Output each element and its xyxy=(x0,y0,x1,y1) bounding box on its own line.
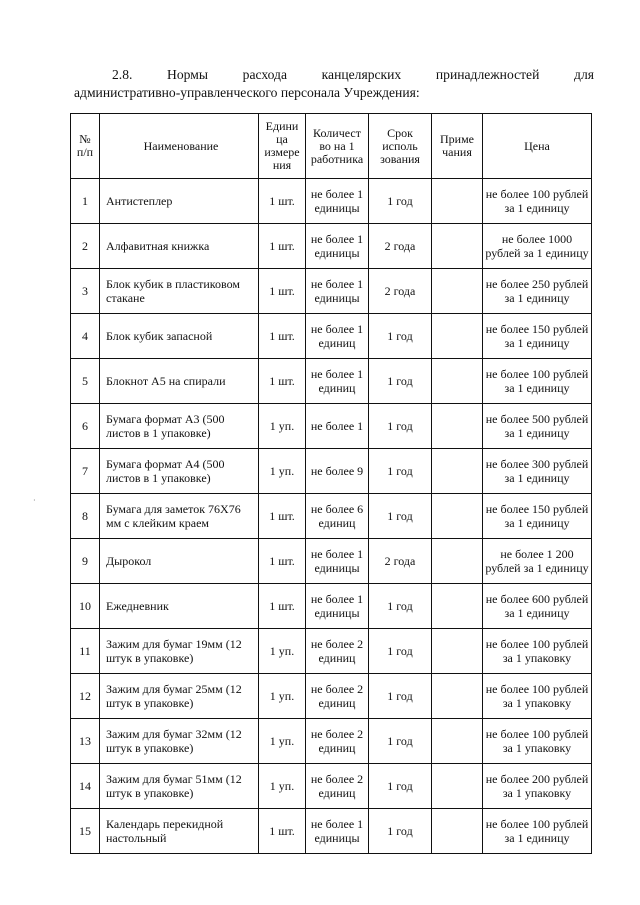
cell-qty: не более 2 единиц xyxy=(306,719,369,764)
header-name: Наименование xyxy=(100,114,259,179)
table-row xyxy=(71,449,592,494)
cell-unit: 1 шт. xyxy=(259,539,306,584)
cell-qty: не более 2 единиц xyxy=(306,764,369,809)
cell-qty: не более 2 единиц xyxy=(306,629,369,674)
cell-num: 6 xyxy=(71,404,100,449)
table-row xyxy=(71,584,592,629)
section-heading xyxy=(74,66,594,102)
cell-price: не более 300 рублей за 1 единицу xyxy=(483,449,592,494)
cell-qty: не более 9 xyxy=(306,449,369,494)
cell-term: 1 год xyxy=(369,494,432,539)
cell-num: 12 xyxy=(71,674,100,719)
cell-term: 1 год xyxy=(369,629,432,674)
cell-unit: 1 шт. xyxy=(259,494,306,539)
cell-note xyxy=(432,764,483,809)
cell-name: Антистеплер xyxy=(100,179,259,224)
cell-unit: 1 шт. xyxy=(259,269,306,314)
cell-term: 1 год xyxy=(369,404,432,449)
cell-price: не более 100 рублей за 1 упаковку xyxy=(483,629,592,674)
cell-name: Календарь перекидной настольный xyxy=(100,809,259,854)
table-header-row xyxy=(71,114,592,179)
cell-num: 2 xyxy=(71,224,100,269)
cell-num: 8 xyxy=(71,494,100,539)
norms-table xyxy=(70,113,592,854)
cell-num: 5 xyxy=(71,359,100,404)
cell-price: не более 1 200 рублей за 1 единицу xyxy=(483,539,592,584)
cell-term: 1 год xyxy=(369,764,432,809)
cell-qty: не более 1 единиц xyxy=(306,314,369,359)
cell-unit: 1 уп. xyxy=(259,404,306,449)
table-row xyxy=(71,269,592,314)
cell-note xyxy=(432,674,483,719)
cell-note xyxy=(432,539,483,584)
cell-term: 2 года xyxy=(369,224,432,269)
header-unit: Едини ца измере ния xyxy=(259,114,306,179)
cell-qty: не более 1 единицы xyxy=(306,809,369,854)
heading-line-2: административно-управленческого персонала Учреждения: xyxy=(74,85,420,100)
table-row xyxy=(71,494,592,539)
table-row xyxy=(71,809,592,854)
cell-num: 14 xyxy=(71,764,100,809)
cell-num: 10 xyxy=(71,584,100,629)
cell-unit: 1 уп. xyxy=(259,719,306,764)
table-row xyxy=(71,224,592,269)
cell-price: не более 100 рублей за 1 единицу xyxy=(483,809,592,854)
cell-num: 4 xyxy=(71,314,100,359)
cell-qty: не более 1 единицы xyxy=(306,269,369,314)
cell-unit: 1 шт. xyxy=(259,314,306,359)
header-note: Приме чания xyxy=(432,114,483,179)
cell-price: не более 600 рублей за 1 единицу xyxy=(483,584,592,629)
cell-name: Зажим для бумаг 25мм (12 штук в упаковке) xyxy=(100,674,259,719)
cell-num: 15 xyxy=(71,809,100,854)
cell-price: не более 100 рублей за 1 единицу xyxy=(483,179,592,224)
cell-name: Ежедневник xyxy=(100,584,259,629)
cell-price: не более 200 рублей за 1 упаковку xyxy=(483,764,592,809)
cell-qty: не более 1 единиц xyxy=(306,359,369,404)
cell-unit: 1 уп. xyxy=(259,629,306,674)
cell-term: 2 года xyxy=(369,539,432,584)
cell-qty: не более 1 единицы xyxy=(306,539,369,584)
table-row xyxy=(71,404,592,449)
table-row xyxy=(71,179,592,224)
cell-name: Блокнот А5 на спирали xyxy=(100,359,259,404)
cell-price: не более 100 рублей за 1 единицу xyxy=(483,359,592,404)
cell-note xyxy=(432,809,483,854)
cell-term: 1 год xyxy=(369,674,432,719)
table-row xyxy=(71,314,592,359)
cell-unit: 1 шт. xyxy=(259,809,306,854)
cell-num: 11 xyxy=(71,629,100,674)
cell-qty: не более 1 единицы xyxy=(306,224,369,269)
cell-price: не более 250 рублей за 1 единицу xyxy=(483,269,592,314)
cell-note xyxy=(432,314,483,359)
cell-qty: не более 6 единиц xyxy=(306,494,369,539)
cell-name: Зажим для бумаг 19мм (12 штук в упаковке) xyxy=(100,629,259,674)
cell-term: 1 год xyxy=(369,359,432,404)
cell-note xyxy=(432,584,483,629)
cell-term: 1 год xyxy=(369,584,432,629)
cell-unit: 1 шт. xyxy=(259,179,306,224)
cell-name: Блок кубик запасной xyxy=(100,314,259,359)
cell-num: 3 xyxy=(71,269,100,314)
cell-name: Бумага для заметок 76Х76 мм с клейким краем xyxy=(100,494,259,539)
cell-num: 9 xyxy=(71,539,100,584)
cell-note xyxy=(432,359,483,404)
cell-num: 13 xyxy=(71,719,100,764)
cell-unit: 1 уп. xyxy=(259,674,306,719)
cell-price: не более 150 рублей за 1 единицу xyxy=(483,494,592,539)
cell-note xyxy=(432,269,483,314)
table-row xyxy=(71,674,592,719)
cell-note xyxy=(432,719,483,764)
header-term: Срок исполь зования xyxy=(369,114,432,179)
cell-term: 1 год xyxy=(369,449,432,494)
cell-term: 2 года xyxy=(369,269,432,314)
cell-qty: не более 2 единиц xyxy=(306,674,369,719)
cell-price: не более 150 рублей за 1 единицу xyxy=(483,314,592,359)
cell-price: не более 100 рублей за 1 упаковку xyxy=(483,719,592,764)
table-row xyxy=(71,629,592,674)
cell-term: 1 год xyxy=(369,179,432,224)
cell-num: 7 xyxy=(71,449,100,494)
table-row xyxy=(71,764,592,809)
table-row xyxy=(71,719,592,764)
cell-name: Зажим для бумаг 32мм (12 штук в упаковке) xyxy=(100,719,259,764)
cell-qty: не более 1 единицы xyxy=(306,584,369,629)
cell-price: не более 100 рублей за 1 упаковку xyxy=(483,674,592,719)
scan-mark: · xyxy=(33,496,36,505)
table-row xyxy=(71,539,592,584)
cell-unit: 1 шт. xyxy=(259,359,306,404)
cell-num: 1 xyxy=(71,179,100,224)
cell-term: 1 год xyxy=(369,314,432,359)
cell-price: не более 1000 рублей за 1 единицу xyxy=(483,224,592,269)
cell-name: Блок кубик в пластиковом стакане xyxy=(100,269,259,314)
cell-unit: 1 шт. xyxy=(259,224,306,269)
cell-qty: не более 1 единицы xyxy=(306,179,369,224)
cell-note xyxy=(432,224,483,269)
cell-name: Зажим для бумаг 51мм (12 штук в упаковке) xyxy=(100,764,259,809)
cell-note xyxy=(432,494,483,539)
cell-price: не более 500 рублей за 1 единицу xyxy=(483,404,592,449)
cell-note xyxy=(432,449,483,494)
cell-unit: 1 уп. xyxy=(259,764,306,809)
cell-note xyxy=(432,404,483,449)
header-qty: Количест во на 1 работника xyxy=(306,114,369,179)
heading-line-1: 2.8. Нормы расхода канцелярских принадлежностей для xyxy=(112,67,594,82)
cell-unit: 1 шт. xyxy=(259,584,306,629)
cell-name: Дырокол xyxy=(100,539,259,584)
cell-note xyxy=(432,629,483,674)
cell-name: Бумага формат А3 (500 листов в 1 упаковке) xyxy=(100,404,259,449)
cell-name: Алфавитная книжка xyxy=(100,224,259,269)
cell-name: Бумага формат А4 (500 листов в 1 упаковке) xyxy=(100,449,259,494)
header-price: Цена xyxy=(483,114,592,179)
table-body xyxy=(71,179,592,854)
cell-qty: не более 1 xyxy=(306,404,369,449)
cell-term: 1 год xyxy=(369,809,432,854)
cell-unit: 1 уп. xyxy=(259,449,306,494)
header-num: № п/п xyxy=(71,114,100,179)
cell-note xyxy=(432,179,483,224)
table-row xyxy=(71,359,592,404)
cell-term: 1 год xyxy=(369,719,432,764)
